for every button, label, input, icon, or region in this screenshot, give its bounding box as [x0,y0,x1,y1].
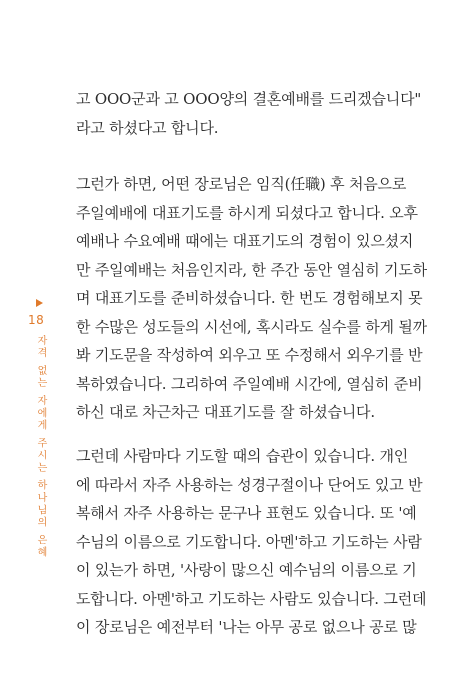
text-line: 예배나 수요예배 때에는 대표기도의 경험이 있으셨지 [76,232,414,250]
text-line: 그런데 사람마다 기도할 때의 습관이 있습니다. 개인 [76,447,409,465]
paragraph-3 [76,442,427,642]
text-line: 하신 대로 차근차근 대표기도를 잘 하셨습니다. [76,403,375,421]
paragraph-1 [76,85,422,142]
text-line: 복해서 자주 사용하는 문구나 표현도 있습니다. 또 '예 [76,504,417,522]
text-line: 라고 하셨다고 합니다. [76,118,219,137]
text-line: 만 주일예배는 처음인지라, 한 주간 동안 열심히 기도하 [76,260,427,279]
text-line: 그런가 하면, 어떤 장로님은 임직(任職) 후 처음으로 [76,175,407,193]
text-line: 도합니다. 아멘'하고 기도하는 사람도 있습니다. 그런데 [76,589,427,608]
text-line: 에 따라서 자주 사용하는 성경구절이나 단어도 있고 반 [76,475,423,494]
text-line: 한 수많은 성도들의 시선에, 혹시라도 실수를 하게 될까 [76,317,427,336]
text-line: 주일예배에 대표기도를 하시게 되셨다고 합니다. 오후 [76,203,418,222]
text-line: 이 장로님은 예전부터 '나는 아무 공로 없으나 공로 많 [76,618,417,636]
paragraph-2 [76,170,427,427]
page-number: 18 [28,313,45,327]
text-line: 고 OOO군과 고 OOO양의 결혼예배를 드리겠습니다" [76,90,422,108]
text-line: 며 대표기도를 준비하셨습니다. 한 번도 경험해보지 못 [76,289,423,307]
text-line: 이 있는가 하면, '사랑이 많으신 예수님의 이름으로 기 [76,561,417,579]
text-line: 복하였습니다. 그리하여 주일예배 시간에, 열심히 준비 [76,374,423,393]
triangle-marker-icon [34,298,44,308]
text-line: 봐 기도문을 작성하여 외우고 또 수정해서 외우기를 반 [76,346,423,364]
text-line: 수님의 이름으로 기도합니다. 아멘'하고 기도하는 사람 [76,532,422,551]
running-title: 자격 없는 자에게 주시는 하나님의 은혜 [35,335,46,560]
